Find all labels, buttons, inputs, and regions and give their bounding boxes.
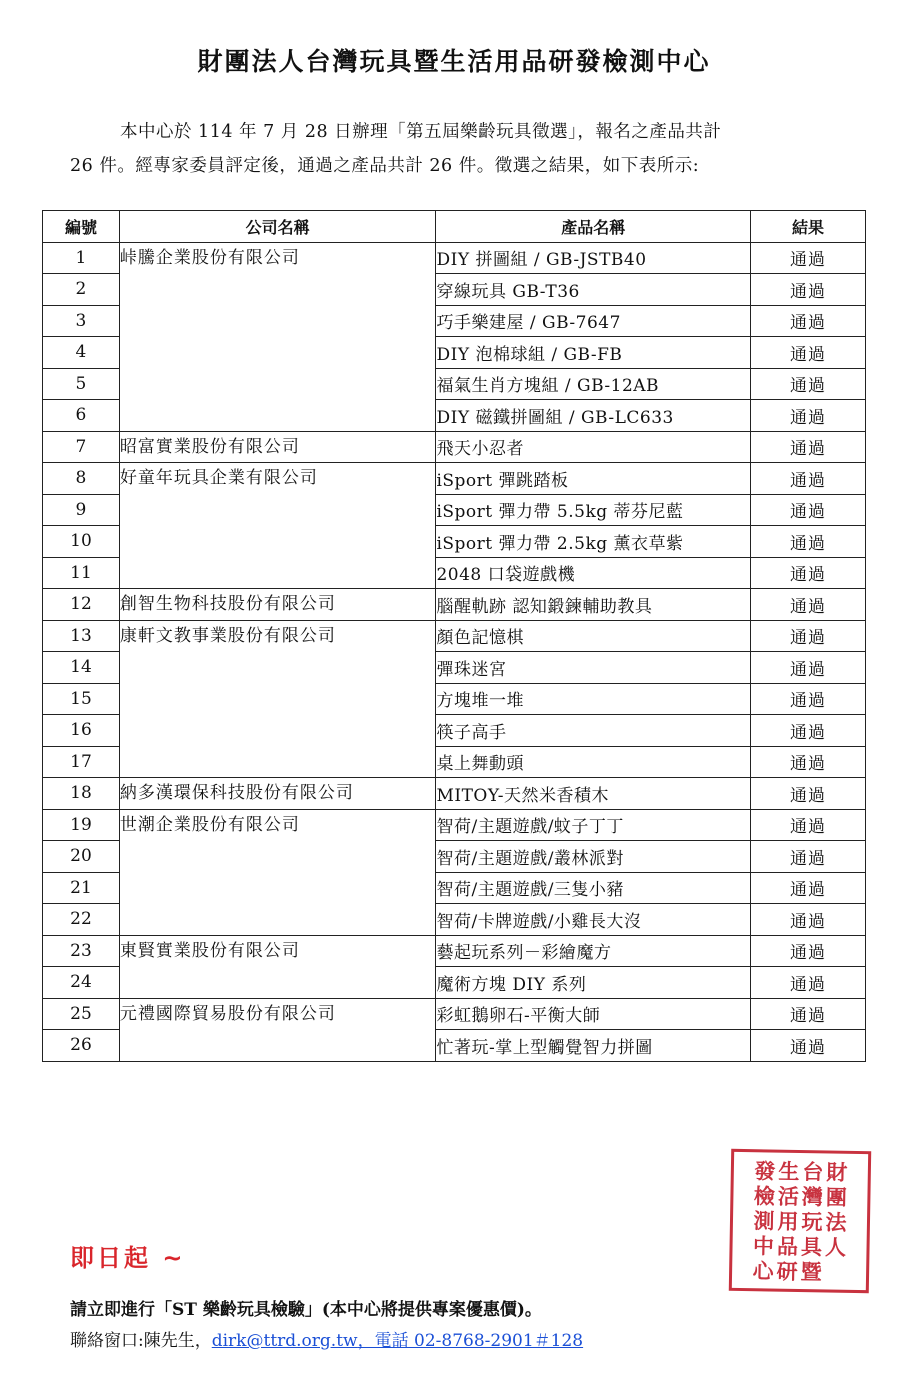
- cell-product: 忙著玩-掌上型觸覺智力拼圖: [436, 1030, 751, 1062]
- cell-product: 智荷/主題遊戲/蚊子丁丁: [436, 809, 751, 841]
- cell-result: 通過: [751, 526, 866, 558]
- cell-product: iSport 彈跳踏板: [436, 463, 751, 495]
- cell-result: 通過: [751, 809, 866, 841]
- cell-product: 智荷/卡牌遊戲/小雞長大沒: [436, 904, 751, 936]
- cell-result: 通過: [751, 998, 866, 1030]
- cell-company: 創智生物科技股份有限公司: [119, 589, 436, 621]
- cell-product: 智荷/主題遊戲/三隻小豬: [436, 872, 751, 904]
- cell-number: 3: [43, 305, 120, 337]
- contact-email-link[interactable]: dirk@ttrd.org.tw: [211, 1331, 358, 1351]
- document-title: 財團法人台灣玩具暨生活用品研發檢測中心: [197, 47, 711, 76]
- cell-result: 通過: [751, 431, 866, 463]
- cell-number: 13: [43, 620, 120, 652]
- cell-result: 通過: [751, 337, 866, 369]
- cell-product: DIY 磁鐵拼圖組 / GB-LC633: [436, 400, 751, 432]
- cell-number: 16: [43, 715, 120, 747]
- cell-result: 通過: [751, 683, 866, 715]
- cell-number: 14: [43, 652, 120, 684]
- cell-product: iSport 彈力帶 5.5kg 蒂芬尼藍: [436, 494, 751, 526]
- cell-company: 世潮企業股份有限公司: [119, 809, 436, 935]
- intro-line-2: 26 件。經專家委員評定後，通過之產品共計 26 件。徵選之結果，如下表所示:: [70, 156, 700, 176]
- cell-number: 17: [43, 746, 120, 778]
- table-row: [43, 809, 866, 841]
- table-row: [43, 589, 866, 621]
- cell-result: 通過: [751, 620, 866, 652]
- cell-number: 8: [43, 463, 120, 495]
- cell-result: 通過: [751, 841, 866, 873]
- intro-line-1: 本中心於 114 年 7 月 28 日辦理「第五屆樂齡玩具徵選」，報名之產品共計: [120, 122, 722, 142]
- table-row: [43, 463, 866, 495]
- cell-product: 彈珠迷宮: [436, 652, 751, 684]
- cell-number: 26: [43, 1030, 120, 1062]
- cell-number: 20: [43, 841, 120, 873]
- table-row: [43, 778, 866, 810]
- cell-company: 康軒文教事業股份有限公司: [119, 620, 436, 778]
- seal-column: 生活用品研: [776, 1158, 800, 1284]
- cell-product: 彩虹鵝卵石-平衡大師: [436, 998, 751, 1030]
- cell-product: 筷子高手: [436, 715, 751, 747]
- table-row: [43, 998, 866, 1030]
- cell-result: 通過: [751, 778, 866, 810]
- cell-result: 通過: [751, 494, 866, 526]
- table-row: [43, 431, 866, 463]
- cell-result: 通過: [751, 589, 866, 621]
- cell-company: 峠騰企業股份有限公司: [119, 242, 436, 431]
- cell-result: 通過: [751, 904, 866, 936]
- cell-result: 通過: [751, 557, 866, 589]
- cell-product: 魔術方塊 DIY 系列: [436, 967, 751, 999]
- cell-product: 腦醒軌跡 認知鍛鍊輔助教具: [436, 589, 751, 621]
- cell-company: 元禮國際貿易股份有限公司: [119, 998, 436, 1061]
- contact-line: [70, 1326, 583, 1351]
- cell-product: 飛天小忍者: [436, 431, 751, 463]
- contact-label: 聯絡窗口:陳先生，: [70, 1331, 212, 1351]
- cell-number: 23: [43, 935, 120, 967]
- cell-number: 2: [43, 274, 120, 306]
- seal-column: 財團法人: [824, 1159, 848, 1260]
- cell-result: 通過: [751, 1030, 866, 1062]
- header-number: 編號: [43, 211, 120, 243]
- promo-text: 請立即進行「ST 樂齡玩具檢驗」(本中心將提供專案優惠價)。: [70, 1300, 542, 1320]
- cell-result: 通過: [751, 935, 866, 967]
- cell-product: DIY 泡棉球組 / GB-FB: [436, 337, 751, 369]
- cell-product: 藝起玩系列－彩繪魔方: [436, 935, 751, 967]
- cell-company: 好童年玩具企業有限公司: [119, 463, 436, 589]
- cell-number: 4: [43, 337, 120, 369]
- cell-result: 通過: [751, 652, 866, 684]
- cell-number: 18: [43, 778, 120, 810]
- official-seal: [729, 1149, 871, 1293]
- cell-number: 11: [43, 557, 120, 589]
- cell-result: 通過: [751, 967, 866, 999]
- seal-column: 發檢測中心: [752, 1158, 776, 1284]
- cell-result: 通過: [751, 715, 866, 747]
- cell-result: 通過: [751, 242, 866, 274]
- cell-product: iSport 彈力帶 2.5kg 薰衣草紫: [436, 526, 751, 558]
- cell-product: 穿線玩具 GB-T36: [436, 274, 751, 306]
- cell-product: DIY 拼圖組 / GB-JSTB40: [436, 242, 751, 274]
- cell-number: 7: [43, 431, 120, 463]
- header-product: 產品名稱: [436, 211, 751, 243]
- cell-result: 通過: [751, 368, 866, 400]
- table-row: [43, 935, 866, 967]
- cell-product: 顏色記憶棋: [436, 620, 751, 652]
- cell-result: 通過: [751, 305, 866, 337]
- cell-result: 通過: [751, 872, 866, 904]
- table-body: [43, 242, 866, 1061]
- contact-phone-link[interactable]: ，電話 02-8768-2901＃128: [357, 1331, 584, 1351]
- cell-number: 21: [43, 872, 120, 904]
- cell-result: 通過: [751, 400, 866, 432]
- cell-company: 昭富實業股份有限公司: [119, 431, 436, 463]
- cell-product: 桌上舞動頭: [436, 746, 751, 778]
- table-row: [43, 620, 866, 652]
- cell-result: 通過: [751, 274, 866, 306]
- results-table: [42, 210, 866, 1062]
- cell-product: 福氣生肖方塊組 / GB-12AB: [436, 368, 751, 400]
- header-company: 公司名稱: [119, 211, 436, 243]
- cell-number: 22: [43, 904, 120, 936]
- cell-number: 25: [43, 998, 120, 1030]
- table-header-row: [43, 211, 866, 243]
- seal-column: 台灣玩具暨: [800, 1159, 824, 1285]
- cell-product: 2048 口袋遊戲機: [436, 557, 751, 589]
- cell-company: 東賢實業股份有限公司: [119, 935, 436, 998]
- table-row: [43, 242, 866, 274]
- intro-paragraph: [70, 115, 850, 183]
- cell-product: 方塊堆一堆: [436, 683, 751, 715]
- cell-number: 24: [43, 967, 120, 999]
- cell-number: 12: [43, 589, 120, 621]
- cell-product: 智荷/主題遊戲/叢林派對: [436, 841, 751, 873]
- cell-result: 通過: [751, 463, 866, 495]
- cell-number: 15: [43, 683, 120, 715]
- promo-title: 即日起 ~: [70, 1244, 186, 1272]
- cell-number: 9: [43, 494, 120, 526]
- cell-number: 19: [43, 809, 120, 841]
- header-result: 結果: [751, 211, 866, 243]
- cell-number: 1: [43, 242, 120, 274]
- cell-result: 通過: [751, 746, 866, 778]
- cell-product: MITOY-天然米香積木: [436, 778, 751, 810]
- cell-number: 5: [43, 368, 120, 400]
- cell-company: 納多漢環保科技股份有限公司: [119, 778, 436, 810]
- cell-product: 巧手樂建屋 / GB-7647: [436, 305, 751, 337]
- cell-number: 10: [43, 526, 120, 558]
- cell-number: 6: [43, 400, 120, 432]
